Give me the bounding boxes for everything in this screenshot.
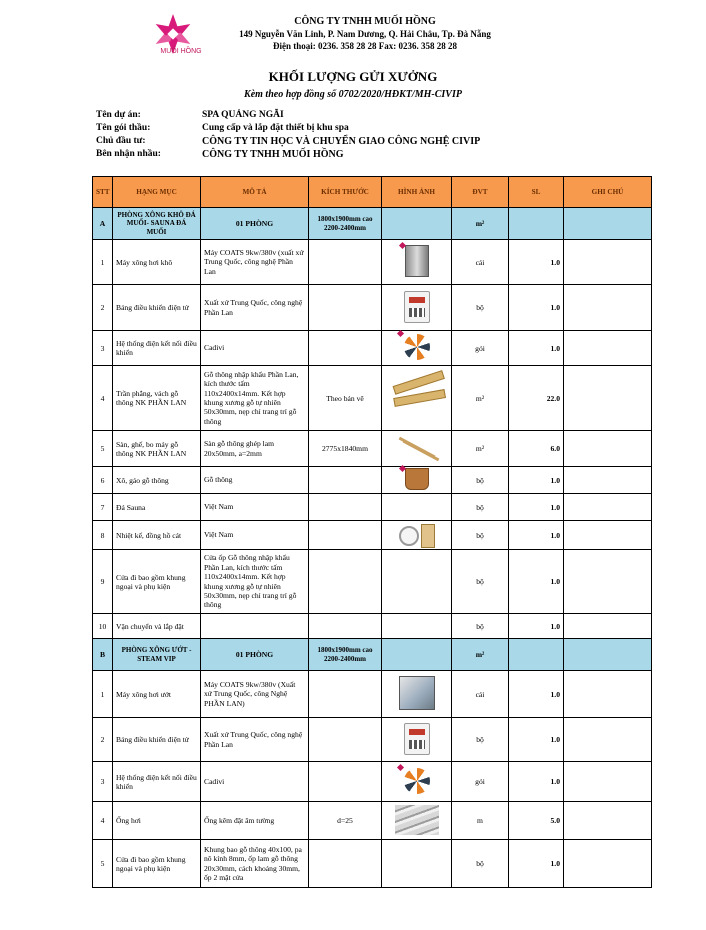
cell-size <box>309 671 382 718</box>
cell-unit: cái <box>452 240 509 285</box>
wooden-bucket-icon <box>405 468 429 490</box>
cell-qty: 1.0 <box>509 671 564 718</box>
cell-desc: Xuất xứ Trung Quốc, công nghệ Phần Lan <box>201 718 309 762</box>
header-size: KÍCH THƯỚC <box>309 177 382 208</box>
cell-image <box>382 762 452 802</box>
table-row <box>93 285 652 331</box>
cell-size <box>309 331 382 366</box>
cell-desc: Máy COATS 9kw/380v (xuất xứ Trung Quốc, công nghệ Phần Lan <box>201 240 309 285</box>
cell-item: Xô, gáo gỗ thông <box>113 467 201 494</box>
cell-stt: 6 <box>93 467 113 494</box>
header-desc: MÔ TẢ <box>201 177 309 208</box>
cell-unit: bộ <box>452 285 509 331</box>
cell-size <box>309 840 382 888</box>
cell-image <box>382 550 452 614</box>
cell-note <box>564 521 652 550</box>
cell-unit: bộ <box>452 550 509 614</box>
cell-qty: 1.0 <box>509 467 564 494</box>
section-unit: m² <box>452 208 509 240</box>
cell-qty: 1.0 <box>509 521 564 550</box>
cell-size <box>309 614 382 639</box>
header-stt: STT <box>93 177 113 208</box>
table-row <box>93 494 652 521</box>
cell-image <box>382 366 452 431</box>
section-note <box>564 208 652 240</box>
cell-image <box>382 614 452 639</box>
table-row <box>93 840 652 888</box>
cell-note <box>564 550 652 614</box>
cell-desc: Ống kẽm đặt âm tường <box>201 802 309 840</box>
cell-size: 2775x1840mm <box>309 431 382 467</box>
section-qty <box>509 208 564 240</box>
cell-desc: Việt Nam <box>201 494 309 521</box>
cell-size <box>309 240 382 285</box>
cell-size <box>309 718 382 762</box>
section-desc: 01 PHÒNG <box>201 639 309 671</box>
cell-image <box>382 671 452 718</box>
info-value: Cung cấp và lắp đặt thiết bị khu spa <box>202 123 349 133</box>
cell-item: Hệ thống điện kết nối điều khiển <box>113 331 201 366</box>
section-stt: A <box>93 208 113 240</box>
section-name: PHÒNG XÔNG ƯỚT - STEAM VIP <box>113 639 201 671</box>
cell-size: Theo bản vẽ <box>309 366 382 431</box>
cell-note <box>564 431 652 467</box>
table-row <box>93 762 652 802</box>
cell-image <box>382 240 452 285</box>
header-image: HÌNH ẢNH <box>382 177 452 208</box>
cell-stt: 5 <box>93 431 113 467</box>
cell-desc: Máy COATS 9kw/380v (Xuất xứ Trung Quốc, công Nghệ PHẦN LAN) <box>201 671 309 718</box>
cell-stt: 7 <box>93 494 113 521</box>
info-label: Chủ đầu tư: <box>96 136 146 146</box>
cell-stt: 3 <box>93 331 113 366</box>
info-label: Tên dự án: <box>96 110 141 120</box>
cell-item: Nhiệt kế, đồng hồ cát <box>113 521 201 550</box>
table-row <box>93 802 652 840</box>
header-unit: ĐVT <box>452 177 509 208</box>
cell-qty: 1.0 <box>509 840 564 888</box>
cell-desc: Việt Nam <box>201 521 309 550</box>
info-label: Bên nhận nhầu: <box>96 149 161 159</box>
section-image <box>382 208 452 240</box>
cell-stt: 2 <box>93 718 113 762</box>
cell-stt: 10 <box>93 614 113 639</box>
cell-desc: Cadivi <box>201 331 309 366</box>
pipes-icon <box>395 805 439 835</box>
cell-desc: Xuất xứ Trung Quốc, công nghệ Phần Lan <box>201 285 309 331</box>
sauna-heater-icon <box>405 245 429 277</box>
company-address: 149 Nguyễn Văn Linh, P. Nam Dương, Q. Hải Châu, Tp. Đà Nẵng <box>239 29 491 39</box>
cell-qty: 6.0 <box>509 431 564 467</box>
company-name: CÔNG TY TNHH MUỐI HỒNG <box>294 16 436 27</box>
cell-note <box>564 285 652 331</box>
cell-image <box>382 331 452 366</box>
cell-desc: Gỗ thông <box>201 467 309 494</box>
control-panel-icon <box>404 723 430 755</box>
cell-item: Bảng điều khiển điện tử <box>113 718 201 762</box>
cable-bundle-icon <box>404 768 430 794</box>
cell-image <box>382 521 452 550</box>
cell-item: Cửa đi bao gồm khung ngoại và phụ kiện <box>113 840 201 888</box>
cell-size <box>309 285 382 331</box>
cell-qty: 1.0 <box>509 285 564 331</box>
cell-stt: 4 <box>93 366 113 431</box>
section-desc: 01 PHÒNG <box>201 208 309 240</box>
cell-qty: 1.0 <box>509 240 564 285</box>
cell-unit: cái <box>452 671 509 718</box>
steam-generator-icon <box>399 676 435 710</box>
cell-note <box>564 331 652 366</box>
cell-unit: bộ <box>452 521 509 550</box>
cell-image <box>382 431 452 467</box>
table-row <box>93 431 652 467</box>
cell-note <box>564 840 652 888</box>
cell-image <box>382 840 452 888</box>
cell-stt: 5 <box>93 840 113 888</box>
section-image <box>382 639 452 671</box>
thermometer-hourglass-icon <box>399 524 435 544</box>
cell-note <box>564 802 652 840</box>
cell-item: Ống hơi <box>113 802 201 840</box>
info-value: CÔNG TY TIN HỌC VÀ CHUYỂN GIAO CÔNG NGHỆ CIVIP <box>202 136 481 147</box>
cell-qty: 1.0 <box>509 331 564 366</box>
cell-qty: 22.0 <box>509 366 564 431</box>
info-label: Tên gói thầu: <box>96 123 151 133</box>
table-row <box>93 671 652 718</box>
cell-unit: bộ <box>452 718 509 762</box>
cell-note <box>564 671 652 718</box>
section-stt: B <box>93 639 113 671</box>
cell-qty: 5.0 <box>509 802 564 840</box>
cell-stt: 3 <box>93 762 113 802</box>
cell-stt: 4 <box>93 802 113 840</box>
cell-unit: gói <box>452 762 509 802</box>
control-panel-icon <box>404 291 430 323</box>
cell-stt: 1 <box>93 671 113 718</box>
section-row <box>93 639 652 671</box>
table-row <box>93 550 652 614</box>
table-row <box>93 718 652 762</box>
cable-bundle-icon <box>404 334 430 360</box>
section-qty <box>509 639 564 671</box>
company-phone: Điện thoại: 0236. 358 28 28 Fax: 0236. 358 28 28 <box>273 41 457 51</box>
header-item: HẠNG MỤC <box>113 177 201 208</box>
cell-unit: m² <box>452 366 509 431</box>
cell-qty: 1.0 <box>509 614 564 639</box>
header-note: GHI CHÚ <box>564 177 652 208</box>
section-size: 1800x1900mm cao 2200-2400mm <box>309 639 382 671</box>
logo-text: MUỐI HỒNG <box>160 48 202 55</box>
cell-note <box>564 467 652 494</box>
cell-note <box>564 494 652 521</box>
header-qty: SL <box>509 177 564 208</box>
cell-unit: gói <box>452 331 509 366</box>
cell-item: Hệ thống điện kết nối điều khiển <box>113 762 201 802</box>
cell-image <box>382 285 452 331</box>
cell-size <box>309 467 382 494</box>
cell-stt: 9 <box>93 550 113 614</box>
cell-image <box>382 467 452 494</box>
cell-image <box>382 802 452 840</box>
cell-size <box>309 762 382 802</box>
cell-qty: 1.0 <box>509 550 564 614</box>
cell-desc: Gỗ thông nhập khẩu Phần Lan, kích thước tấm 110x2400x14mm. Kết hợp khung xương gỗ tự nhiên 50x30mm, nẹp chỉ trang trí gỗ thông <box>201 366 309 431</box>
table-row <box>93 614 652 639</box>
items-table <box>92 176 652 888</box>
cell-note <box>564 240 652 285</box>
cell-item: Bảng điều khiển điện tử <box>113 285 201 331</box>
cell-unit: m <box>452 802 509 840</box>
table-row <box>93 240 652 285</box>
section-row <box>93 208 652 240</box>
section-name: PHÒNG XÔNG KHÔ ĐÁ MUỐI- SAUNA ĐÁ MUỐI <box>113 208 201 240</box>
cell-desc: Cadivi <box>201 762 309 802</box>
cell-desc <box>201 614 309 639</box>
cell-item: Sàn, ghế, bo máy gỗ thông NK PHẦN LAN <box>113 431 201 467</box>
cell-item: Máy xông hơi khô <box>113 240 201 285</box>
info-value: SPA QUẢNG NGÃI <box>202 110 284 120</box>
cell-stt: 8 <box>93 521 113 550</box>
cell-image <box>382 494 452 521</box>
cell-item: Cửa đi bao gồm khung ngoại và phụ kiện <box>113 550 201 614</box>
cell-qty: 1.0 <box>509 494 564 521</box>
cell-unit: bộ <box>452 494 509 521</box>
cell-size <box>309 494 382 521</box>
cell-item: Vận chuyển và lắp đặt <box>113 614 201 639</box>
cell-stt: 2 <box>93 285 113 331</box>
cell-size <box>309 550 382 614</box>
cell-note <box>564 366 652 431</box>
cell-unit: bộ <box>452 614 509 639</box>
section-size: 1800x1900mm cao 2200-2400mm <box>309 208 382 240</box>
cell-image <box>382 718 452 762</box>
cell-note <box>564 614 652 639</box>
cell-desc: Sàn gỗ thông ghép lam 20x50mm, a=2mm <box>201 431 309 467</box>
cell-unit: m² <box>452 431 509 467</box>
document-title: KHỐI LƯỢNG GỬI XƯỞNG <box>268 69 438 84</box>
table-row <box>93 331 652 366</box>
cell-unit: bộ <box>452 467 509 494</box>
cell-unit: bộ <box>452 840 509 888</box>
cell-qty: 1.0 <box>509 762 564 802</box>
cell-desc: Cửa ốp Gỗ thông nhập khẩu Phần Lan, kích thước tấm 110x2400x14mm. Kết hợp khung xương gỗ tự nhiên 50x30mm, nẹp chỉ trang trí gỗ thông <box>201 550 309 614</box>
section-unit: m² <box>452 639 509 671</box>
section-note <box>564 639 652 671</box>
wood-planks-icon <box>394 382 440 412</box>
info-value: CÔNG TY TNHH MUỐI HỒNG <box>202 149 344 160</box>
cell-size <box>309 521 382 550</box>
table-header-row <box>93 177 652 208</box>
cell-desc: Khung bao gỗ thông 40x100, pa nô kính 8mm, ốp lam gỗ thông 20x30mm, cách khoảng 30mm, ốp 2 mặt cửa <box>201 840 309 888</box>
cell-item: Đá Sauna <box>113 494 201 521</box>
table-row <box>93 521 652 550</box>
cell-note <box>564 762 652 802</box>
company-logo-icon <box>140 10 210 66</box>
cell-item: Trần phẳng, vách gỗ thông NK PHẦN LAN <box>113 366 201 431</box>
cell-qty: 1.0 <box>509 718 564 762</box>
cell-stt: 1 <box>93 240 113 285</box>
document-subtitle: Kèm theo hợp đồng số 0702/2020/HĐKT/MH-CIVIP <box>244 89 462 100</box>
cell-note <box>564 718 652 762</box>
cell-size: d=25 <box>309 802 382 840</box>
table-row <box>93 366 652 431</box>
cell-item: Máy xông hơi ướt <box>113 671 201 718</box>
table-row <box>93 467 652 494</box>
wood-sticks-icon <box>397 439 437 457</box>
